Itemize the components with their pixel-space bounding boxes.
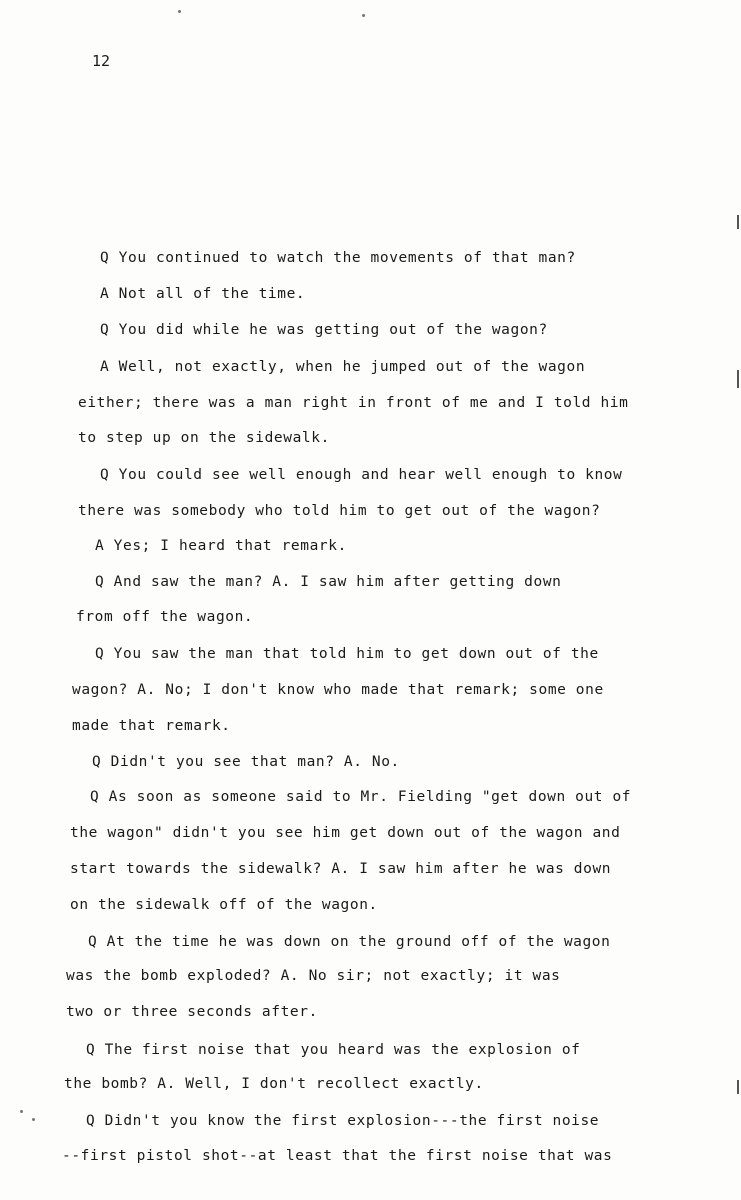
text-line: A Not all of the time.: [100, 286, 306, 302]
text-line: made that remark.: [72, 718, 231, 734]
text-line: two or three seconds after.: [66, 1004, 318, 1020]
text-line: --first pistol shot--at least that the first noise that was: [62, 1148, 613, 1164]
text-line: start towards the sidewalk? A. I saw him after he was down: [70, 861, 612, 877]
scan-edge-mark: [737, 1080, 739, 1094]
scan-edge-mark: [737, 215, 739, 229]
scan-speck: [32, 1118, 35, 1121]
text-line: Q As soon as someone said to Mr. Fielding "get down out of: [90, 789, 632, 805]
text-line: the wagon" didn't you see him get down out of the wagon and: [70, 825, 621, 841]
text-line: Q You continued to watch the movements of that man?: [100, 250, 576, 266]
text-line: Q You could see well enough and hear well enough to know: [100, 467, 623, 483]
page-number: 12: [92, 52, 111, 70]
text-line: A Well, not exactly, when he jumped out of the wagon: [100, 359, 586, 375]
text-line: there was somebody who told him to get out of the wagon?: [78, 503, 601, 519]
text-line: was the bomb exploded? A. No sir; not exactly; it was: [66, 968, 561, 984]
scan-speck: [362, 14, 365, 17]
text-line: Q At the time he was down on the ground off of the wagon: [88, 934, 611, 950]
text-line: Q And saw the man? A. I saw him after getting down: [95, 574, 562, 590]
text-line: to step up on the sidewalk.: [78, 430, 330, 446]
text-line: wagon? A. No; I don't know who made that remark; some one: [72, 682, 604, 698]
scan-edge-mark: [737, 370, 739, 388]
text-line: Q The first noise that you heard was the explosion of: [86, 1042, 581, 1058]
scan-speck: [178, 10, 181, 13]
text-line: either; there was a man right in front of me and I told him: [78, 395, 629, 411]
text-line: Q Didn't you know the first explosion---the first noise: [86, 1113, 600, 1129]
text-line: on the sidewalk off of the wagon.: [70, 897, 378, 913]
text-line: Q You did while he was getting out of the wagon?: [100, 322, 548, 338]
text-line: Q Didn't you see that man? A. No.: [92, 754, 400, 770]
text-line: from off the wagon.: [76, 609, 254, 625]
text-line: A Yes; I heard that remark.: [95, 538, 347, 554]
text-line: Q You saw the man that told him to get down out of the: [95, 646, 599, 662]
text-line: the bomb? A. Well, I don't recollect exactly.: [64, 1076, 484, 1092]
scan-speck: [20, 1110, 23, 1113]
